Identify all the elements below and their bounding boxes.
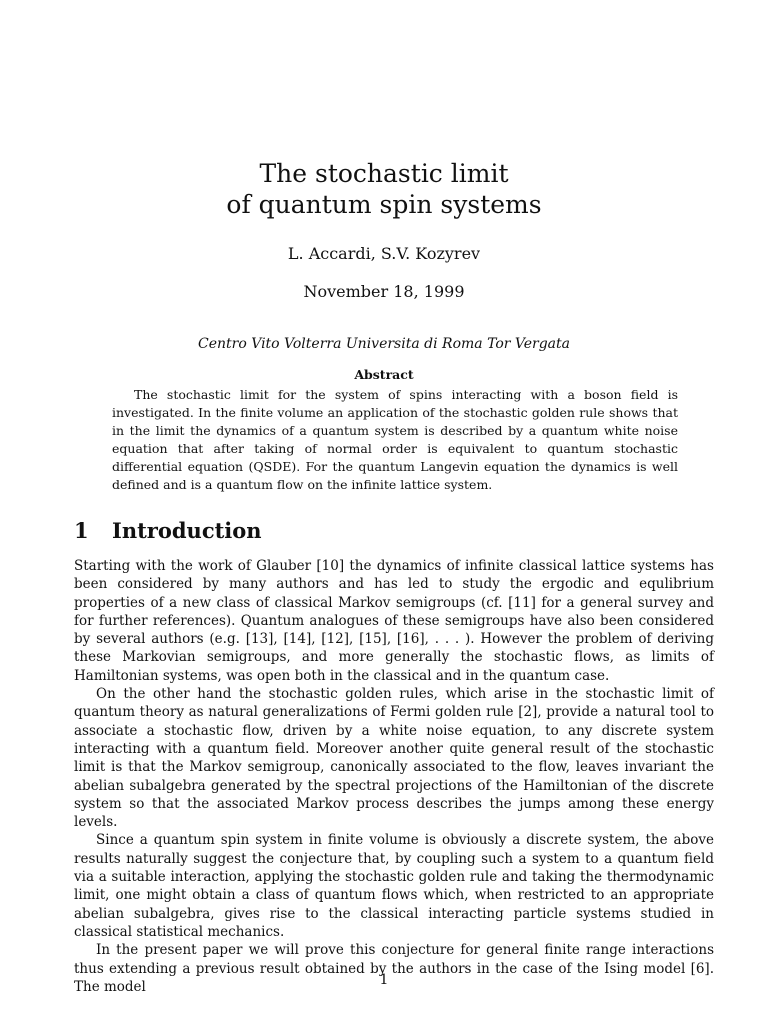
paragraph-3: Since a quantum spin system in finite volume is obviously a discrete system, the above results naturally suggest the conjecture that, by coupling such a system to a quantum field via a suitable interaction, applying the stochastic golden rule and taking the thermodynamic limit, one might obtain a class of quantum flows which, when restricted to an appropriate abelian subalgebra, gives rise to the classical interacting particle systems studied in classical statistical mechanics. xyxy=(74,832,714,940)
paragraph-1: Starting with the work of Glauber [10] the dynamics of infinite classical lattice systems has been considered by many authors and has led to study the ergodic and equlibrium properties of a new class of classical Markov semigroups (cf. [11] for a general survey and for further references). Quantum analogues of these semigroups have also been considered by several authors (e.g. [13], [14], [12], [15], [16], . . . ). However the problem of deriving these Markovian semigroups, and more generally the stochastic flows, as limits of Hamiltonian systems, was open both in the classical and in the quantum case. xyxy=(74,558,714,684)
abstract-heading: Abstract xyxy=(354,367,414,382)
abstract-text: The stochastic limit for the system of spins interacting with a boson field is investigated. In the finite volume an application of the stochastic golden rule shows that in the limit the dynamics of a quantum system is described by a quantum white noise equation that after taking of normal order is equivalent to quantum stochastic differential equation (QSDE). For the quantum Langevin equation the dynamics is well defined and is a quantum flow on the infinite lattice system. xyxy=(112,387,678,492)
section-number: 1 xyxy=(74,518,89,543)
paragraph-2: On the other hand the stochastic golden rules, which arise in the stochastic limit of quantum theory as natural generalizations of Fermi golden rule [2], provide a natural tool to associate a stochastic flow, driven by a white noise equation, to any discrete system interacting with a quantum field. Moreover another quite general result of the stochastic limit is that the Markov semigroup, canonically associated to the flow, leaves invariant the abelian subalgebra generated by the spectral projections of the Hamiltonian of the discrete system so that the associated Markov process describes the jumps among these energy levels. xyxy=(74,686,714,831)
paragraph-4: In the present paper we will prove this conjecture for general finite range interactions thus extending a previous result obtained by the authors in the case of the Ising model [6]. The model xyxy=(74,942,714,995)
section-body xyxy=(74,557,714,996)
paper-affiliation: Centro Vito Volterra Universita di Roma Tor Vergata xyxy=(198,336,570,352)
page-number: 1 xyxy=(379,972,389,988)
paper-date: November 18, 1999 xyxy=(303,282,465,301)
paper-title-line-2: of quantum spin systems xyxy=(226,190,542,219)
section-heading xyxy=(74,518,262,543)
paper-authors: L. Accardi, S.V. Kozyrev xyxy=(287,244,481,263)
paper-title xyxy=(0,158,768,220)
section-title: Introduction xyxy=(112,518,262,543)
paper-title-line-1: The stochastic limit xyxy=(259,159,509,188)
